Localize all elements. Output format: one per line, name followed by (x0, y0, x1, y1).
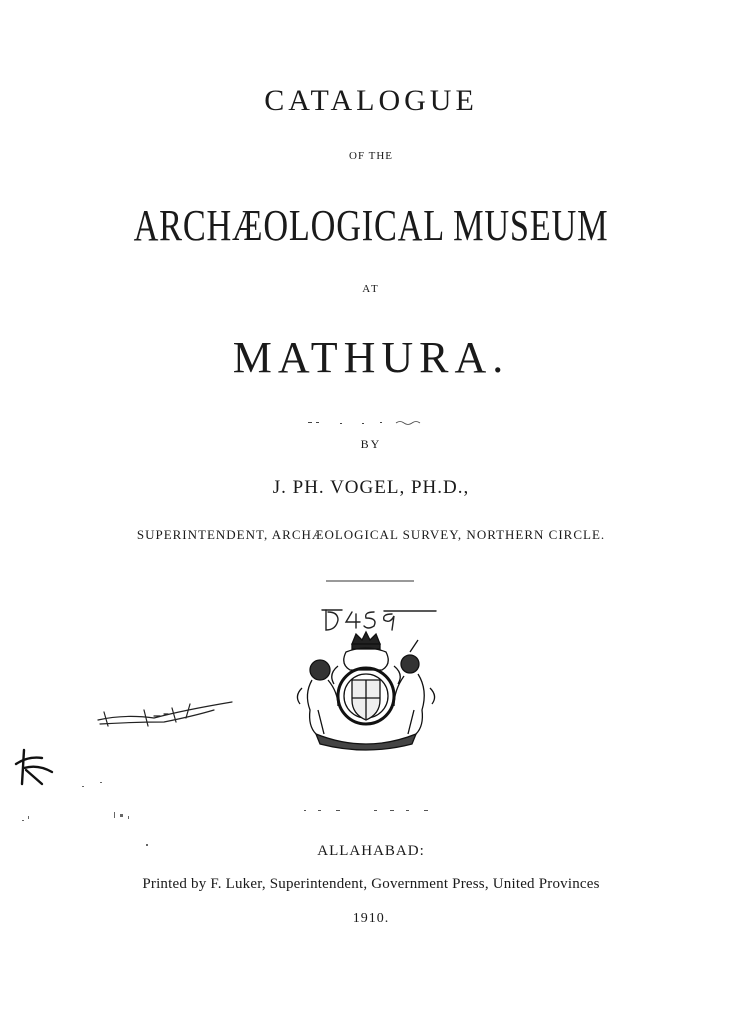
author-name: J. PH. VOGEL, PH.D., (272, 477, 470, 498)
title-city: MATHURA. (232, 333, 510, 382)
byline-by: BY (360, 437, 382, 451)
short-rule (326, 580, 414, 582)
title-at: AT (362, 283, 380, 295)
royal-coat-of-arms-icon (282, 630, 450, 754)
imprint-year: 1910. (352, 911, 390, 926)
dotted-ornament-bottom (300, 808, 440, 814)
pen-scribble-mark (94, 696, 234, 732)
title-catalogue: CATALOGUE (264, 84, 478, 117)
author-affiliation: SUPERINTENDENT, ARCHÆOLOGICAL SURVEY, NORTHERN CIRCLE. (136, 527, 606, 542)
imprint-printer: Printed by F. Luker, Superintendent, Government Press, United Provinces (142, 876, 600, 892)
imprint-city: ALLAHABAD: (317, 843, 425, 859)
title-museum: ARCHÆOLOGICAL MUSEUM (133, 201, 609, 250)
title-of-the: OF THE (349, 150, 393, 162)
dotted-ornament-top (300, 420, 440, 426)
